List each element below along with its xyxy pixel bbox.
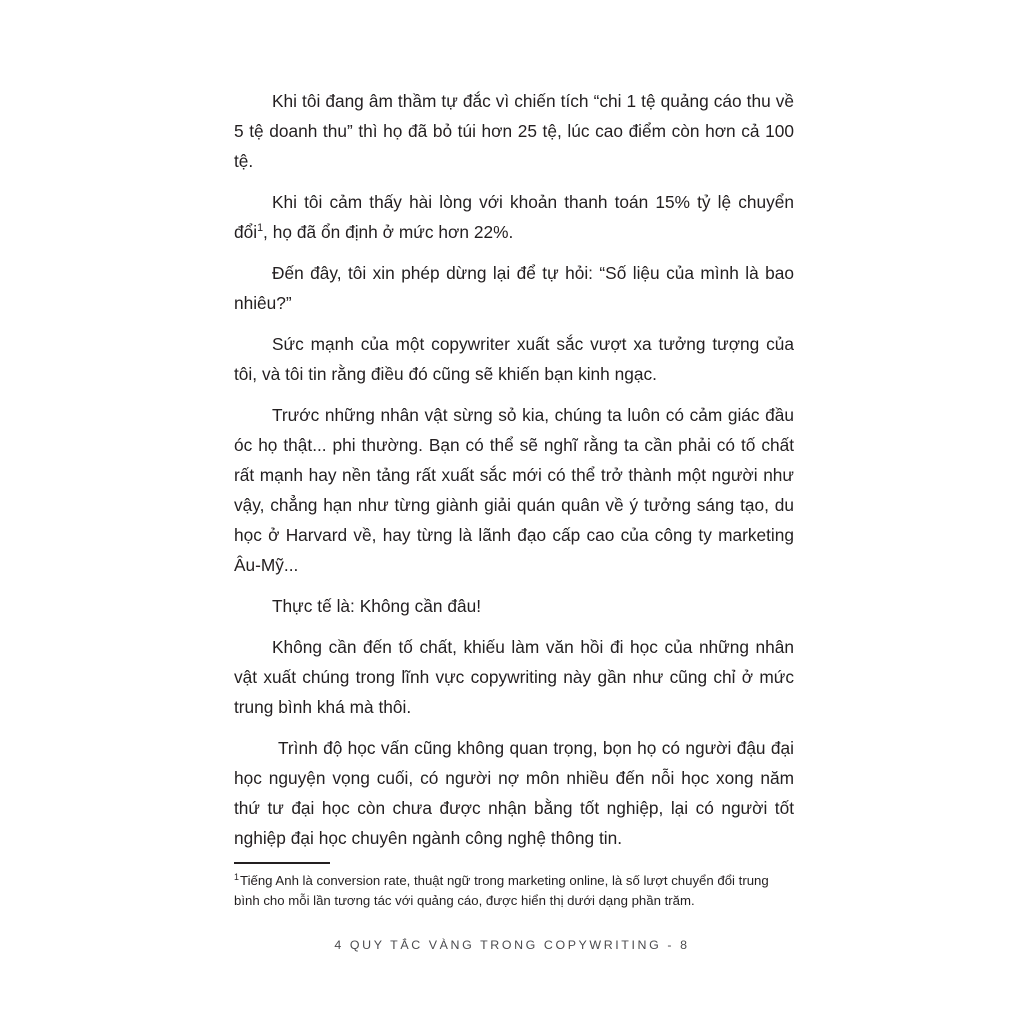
paragraph-6: Thực tế là: Không cần đâu! bbox=[272, 596, 482, 616]
footnote-block bbox=[234, 862, 796, 910]
body-text-column bbox=[234, 86, 794, 853]
paragraph-1: Khi tôi đang âm thầm tự đắc vì chiến tích “chi 1 tệ quảng cáo thu về 5 tệ doanh thu” thì họ đã bỏ túi hơn 25 tệ, lúc cao điểm còn hơn cả 100 tệ. bbox=[234, 91, 794, 171]
footnote-separator-rule bbox=[234, 862, 330, 864]
footnote-text bbox=[234, 871, 796, 910]
running-footer: 4 QUY TẮC VÀNG TRONG COPYWRITING - 8 bbox=[334, 938, 690, 952]
paragraph-3: Đến đây, tôi xin phép dừng lại để tự hỏi: “Số liệu của mình là bao nhiêu?” bbox=[234, 263, 794, 313]
paragraph-2-lead: Khi tôi cảm thấy hài lòng với khoản thanh toán 15% tỷ lệ chuyển đổi bbox=[234, 192, 794, 242]
footnote-marker: 1 bbox=[234, 871, 239, 882]
paragraph-2-tail: , họ đã ổn định ở mức hơn 22%. bbox=[263, 222, 514, 242]
paragraph-2 bbox=[234, 187, 794, 247]
paragraph-5: Trước những nhân vật sừng sỏ kia, chúng ta luôn có cảm giác đầu óc họ thật... phi thường. Bạn có thể sẽ nghĩ rằng ta cần phải có tố chất rất mạnh hay nền tảng rất xuất sắc mới có thể trở thành một người như vậy, chẳng hạn như từng giành giải quán quân về ý tưởng sáng tạo, du học ở Harvard về, hay từng là lãnh đạo cấp cao của công ty marketing Âu-Mỹ... bbox=[234, 405, 794, 575]
footnote-body: Tiếng Anh là conversion rate, thuật ngữ trong marketing online, là số lượt chuyển đổi trung bình cho mỗi lần tương tác với quảng cáo, được hiển thị dưới dạng phần trăm. bbox=[234, 873, 769, 908]
paragraph-8: Trình độ học vấn cũng không quan trọng, bọn họ có người đậu đại học nguyện vọng cuối, có người nợ môn nhiều đến nỗi học xong năm thứ tư đại học còn chưa được nhận bằng tốt nghiệp, lại có người tốt nghiệp đại học chuyên ngành công nghệ thông tin. bbox=[234, 738, 794, 848]
paragraph-7: Không cần đến tố chất, khiếu làm văn hồi đi học của những nhân vật xuất chúng trong lĩnh vực copywriting này gần như cũng chỉ ở mức trung bình khá mà thôi. bbox=[234, 637, 794, 717]
paragraph-4: Sức mạnh của một copywriter xuất sắc vượt xa tưởng tượng của tôi, và tôi tin rằng điều đó cũng sẽ khiến bạn kinh ngạc. bbox=[234, 334, 794, 384]
footnote-reference-marker[interactable]: 1 bbox=[257, 222, 264, 235]
